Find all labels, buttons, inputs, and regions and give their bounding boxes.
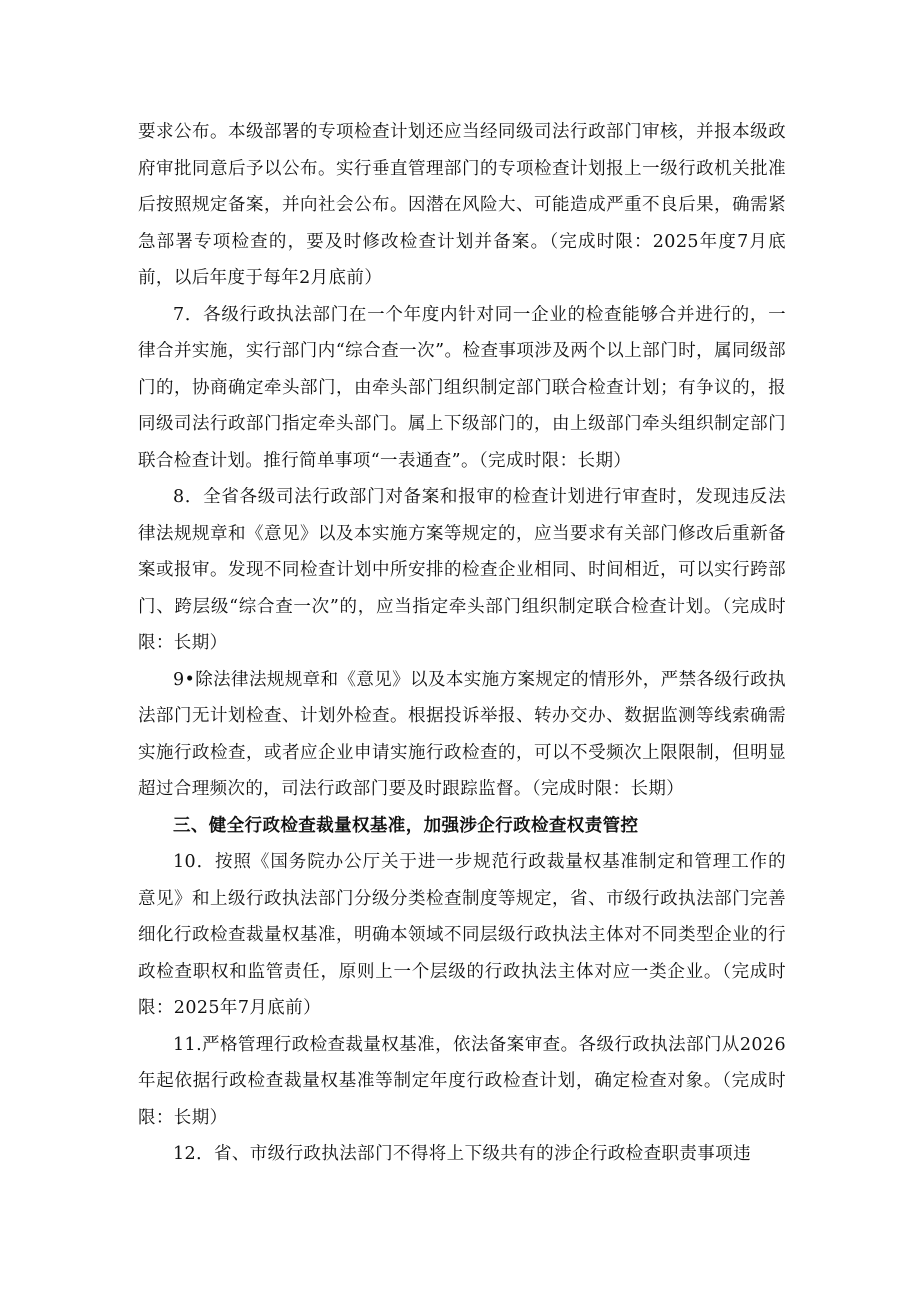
paragraph-item-10: 10．按照《国务院办公厅关于进一步规范行政裁量权基准制定和管理工作的意见》和上级行政执法部门分级分类检查制度等规定，省、市级行政执法部门完善细化行政检查裁量权基准，明确本领域不同层级行政执法主体对不同类型企业的行政检查职权和监管责任，原则上一个层级的行政执法主体对应一类企业。（完成时限：2025年7月底前） — [138, 852, 786, 1018]
document-body — [138, 114, 786, 1173]
paragraph-item-11: 11.严格管理行政检查裁量权基准，依法备案审查。各级行政执法部门从2026年起依据行政检查裁量权基准等制定年度行政检查计划，确定检查对象。（完成时限：长期） — [138, 1034, 786, 1128]
paragraph-item-9: 9•除法律法规规章和《意见》以及本实施方案规定的情形外，严禁各级行政执法部门无计划检查、计划外检查。根据投诉举报、转办交办、数据监测等线索确需实施行政检查，或者应企业申请实施行政检查的，可以不受频次上限限制，但明显超过合理频次的，司法行政部门要及时跟踪监督。（完成时限：长期） — [138, 669, 786, 799]
paragraph-continuation: 要求公布。本级部署的专项检查计划还应当经同级司法行政部门审核，并报本级政府审批同意后予以公布。实行垂直管理部门的专项检查计划报上一级行政机关批准后按照规定备案，并向社会公布。因潜在风险大、可能造成严重不良后果，确需紧急部署专项检查的，要及时修改检查计划并备案。（完成时限：2025年度7月底前，以后年度于每年2月底前） — [138, 122, 786, 288]
paragraph-item-7: 7．各级行政执法部门在一个年度内针对同一企业的检查能够合并进行的，一律合并实施，实行部门内“综合查一次”。检查事项涉及两个以上部门时，属同级部门的，协商确定牵头部门，由牵头部门组织制定部门联合检查计划；有争议的，报同级司法行政部门指定牵头部门。属上下级部门的，由上级部门牵头组织制定部门联合检查计划。推行简单事项“一表通查”。（完成时限：长期） — [138, 304, 786, 471]
paragraph-item-8: 8．全省各级司法行政部门对备案和报审的检查计划进行审查时，发现违反法律法规规章和《意见》以及本实施方案等规定的，应当要求有关部门修改后重新备案或报审。发现不同检查计划中所安排的检查企业相同、时间相近，可以实行跨部门、跨层级“综合查一次”的，应当指定牵头部门组织制定联合检查计划。（完成时限：长期） — [138, 487, 786, 653]
paragraph-item-12: 12．省、市级行政执法部门不得将上下级共有的涉企行政检查职责事项违 — [173, 1144, 751, 1164]
section-heading-3: 三、健全行政检查裁量权基准，加强涉企行政检查权责管控 — [173, 815, 639, 836]
